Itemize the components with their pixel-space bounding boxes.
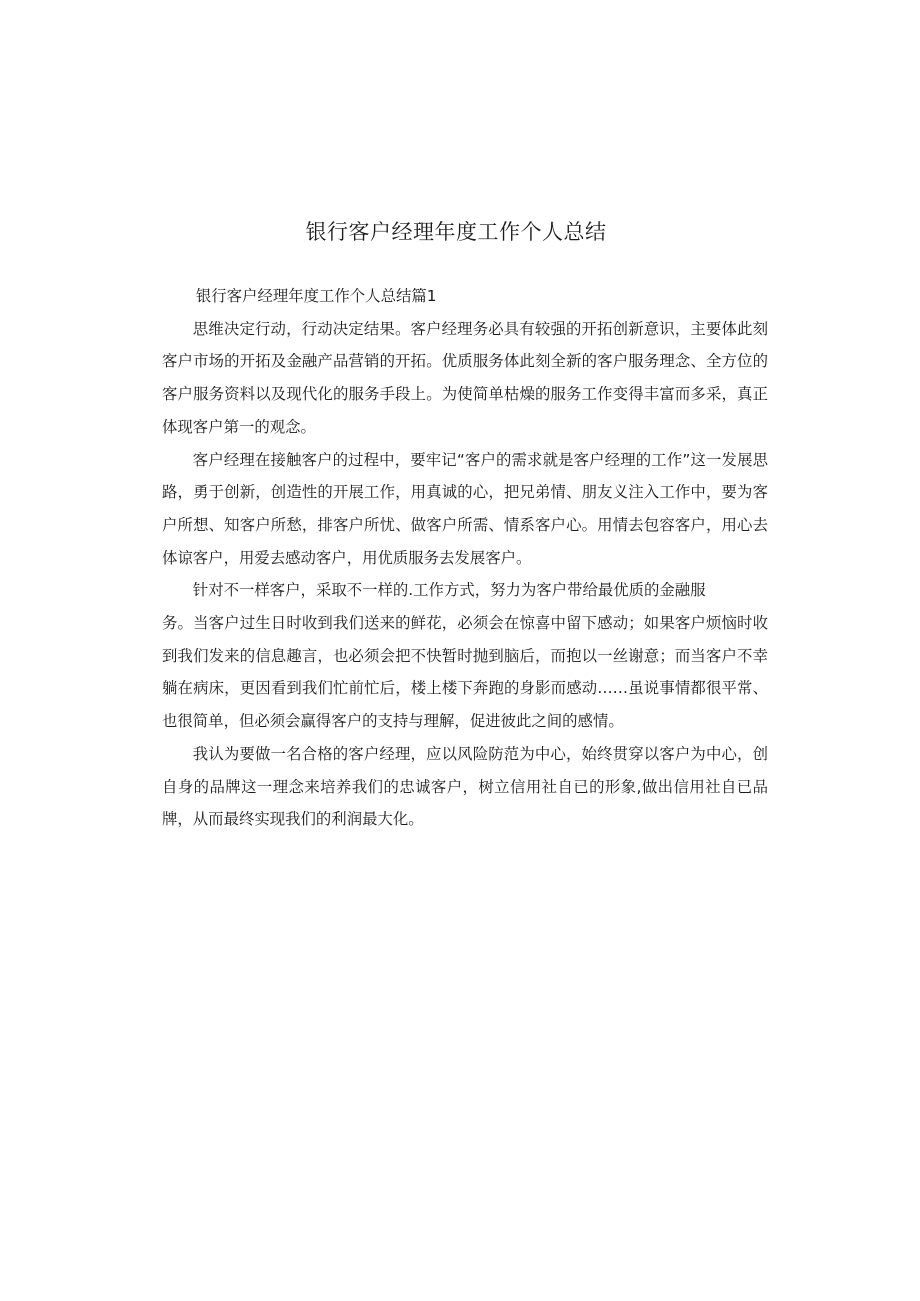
document-body <box>162 280 768 836</box>
paragraph-4: 我认为要做一名合格的客户经理，应以风险防范为中心，始终贯穿以客户为中心，创自身的品牌这一理念来培养我们的忠诚客户，树立信用社自已的形象,做出信用社自已品牌，从而最终实现我们的利润最大化。 <box>162 744 768 829</box>
paragraph-1: 思维决定行动，行动决定结果。客户经理务必具有较强的开拓创新意识，主要体此刻客户市场的开拓及金融产品营销的开拓。优质服务体此刻全新的客户服务理念、全方位的客户服务资料以及现代化的服务手段上。为使简单枯燥的服务工作变得丰富而多采，真正体现客户第一的观念。 <box>162 319 768 436</box>
paragraph-2: 客户经理在接触客户的过程中，要牢记“客户的需求就是客户经理的工作”这一发展思路，勇于创新，创造性的开展工作，用真诚的心，把兄弟情、朋友义注入工作中，要为客户所想、知客户所愁，排客户所忧、做客户所需、情系客户心。用情去包容客户，用心去体谅客户，用爱去感动客户，用优质服务去发展客户。 <box>162 450 768 567</box>
paragraph-3: 针对不一样客户，采取不一样的.工作方式，努力为客户带给最优质的金融服 <box>192 581 706 600</box>
document-title: 银行客户经理年度工作个人总结 <box>305 220 607 244</box>
section-heading: 银行客户经理年度工作个人总结篇1 <box>195 287 437 305</box>
paragraph-3-continued: 务。当客户过生日时收到我们送来的鲜花，必须会在惊喜中留下感动；如果客户烦恼时收到我们发来的信息趣言，也必须会把不快暂时抛到脑后，而抱以一丝谢意；而当客户不幸躺在病床，更因看到我们忙前忙后，楼上楼下奔跑的身影而感动……虽说事情都很平常、也很简单，但必须会赢得客户的支持与理解，促进彼此之间的感情。 <box>162 614 768 731</box>
